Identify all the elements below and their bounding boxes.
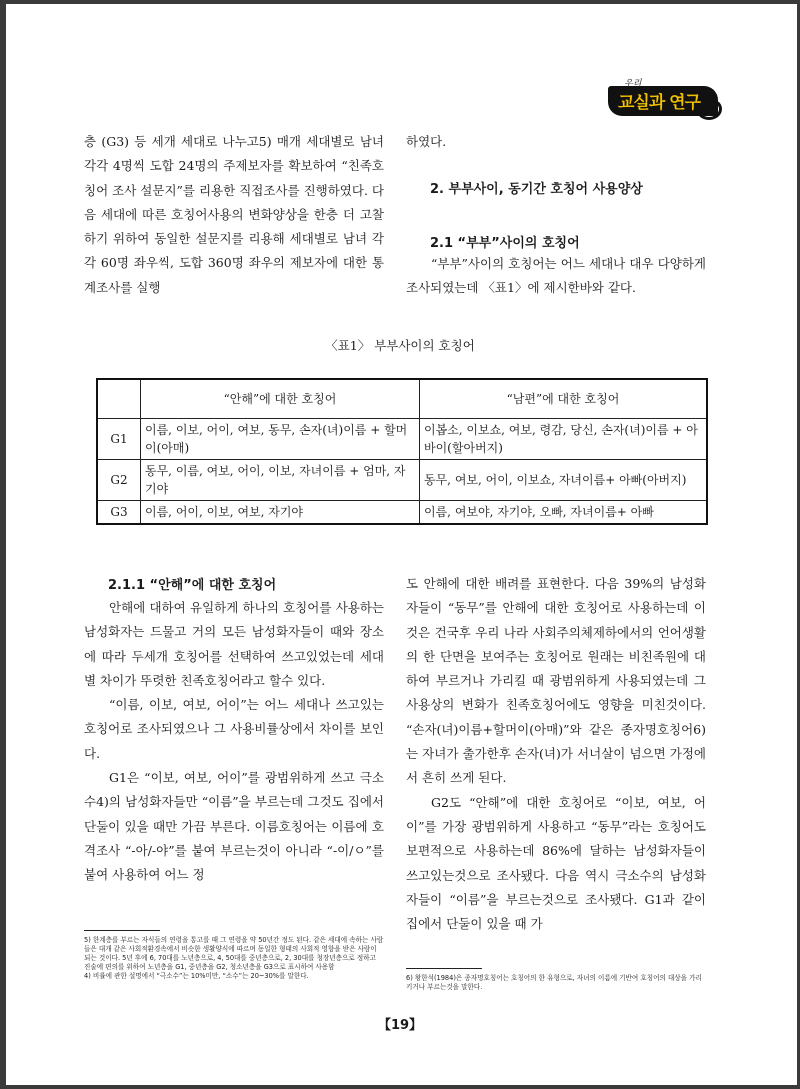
table-header-cell: “남편”에 대한 호칭어 <box>420 379 708 419</box>
table-cell-generation: G1 <box>97 419 141 460</box>
table-header-cell: “안해”에 대한 호칭어 <box>141 379 420 419</box>
table-header-cell <box>97 379 141 419</box>
spouse-terms-table <box>96 378 708 525</box>
paragraph: “부부”사이의 호칭어는 어느 세대나 대우 다양하게 조사되였는데 〈표1〉에 제시한바와 같다. <box>406 256 706 296</box>
table-row <box>97 419 707 460</box>
table-row <box>97 501 707 525</box>
paragraph: “이름, 이보, 여보, 어이”는 어느 세대나 쓰고있는 호칭어로 조사되였으나 그 사용비률상에서 차이를 보인다. <box>84 697 384 761</box>
footnote: 6) 왕한석(1984)은 종자명호칭어는 호칭어의 한 유형으로, 자녀의 이름에 기반여 호칭어의 대상을 가리키거나 부르는것을 말한다. <box>406 974 702 991</box>
table-caption: 〈표1〉 부부사이의 호칭어 <box>325 338 475 353</box>
footnote: 5) 한계층를 부르는 자식들의 연령을 통고를 때 그 연령을 약 50년간 정도 된다. 같은 세대에 속하는 사람들은 대개 같은 사회적환경속에서 비슷한 생활양식에 따르며 동일한 형태의 사회적 영향을 받은 사람이 되는 것이다. 5년 후에 6, 70대를 노년층으로, 4, 50대를 중년층으로, 2, 30대를 청장년층으로 정하고 진술에 편의를 위하여 노년층을 G1, 중년층을 G2, 청소년층을 G3으로 표시하여 사용함 <box>84 936 384 971</box>
right-column-top-body <box>406 252 706 301</box>
table-cell: 이름, 이보, 어이, 여보, 동무, 손자(녀)이름 + 할머이(아매) <box>141 419 420 460</box>
table-cell-generation: G3 <box>97 501 141 525</box>
subsection-heading: 2.1 “부부”사이의 호칭어 <box>430 236 580 251</box>
table-row <box>97 460 707 501</box>
journal-logo <box>604 76 722 120</box>
right-column-bottom <box>406 572 706 936</box>
footnote-rule-left <box>84 930 160 931</box>
table-cell: 이름, 어이, 이보, 여보, 자기야 <box>141 501 420 525</box>
table-cell: 이름, 여보야, 자기야, 오빠, 자녀이름+ 아빠 <box>420 501 708 525</box>
table-cell: 동무, 여보, 어이, 이보쇼, 자녀이름+ 아빠(아버지) <box>420 460 708 501</box>
paragraph: 도 안해에 대한 배려를 표현한다. 다음 39%의 남성화자들이 “동무”를 안해에 대한 호칭어로 사용하는데 이것은 건국후 우리 나라 사회주의체제하에서의 언어생활의 한 단면을 보여주는 호칭어로 원래는 비친족원에 대하여 부르거나 가리킬 때 광범위하게 사용되였는데 그 사용상의 변화가 친족호칭어에도 영향을 미친것이다. “손자(녀)이름+할머이(아매)”와 같은 종자명호칭어6)는 자녀가 출가한후 손자(녀)가 서너살이 넘으면 가정에서 흔히 쓰게 된다. <box>406 576 706 786</box>
logo-small-text: 우리 <box>624 79 642 89</box>
frame-top <box>0 0 800 4</box>
right-column-top <box>406 130 706 154</box>
footnotes-left <box>84 936 384 981</box>
left-column-bottom <box>84 596 384 888</box>
table-header-row <box>97 379 707 419</box>
paragraph: 안해에 대하여 유일하게 하나의 호칭어를 사용하는 남성화자는 드물고 거의 모든 남성화자들이 때와 장소에 따라 두세개 호칭어를 선택하여 쓰고있었는데 세대별 차이가 뚜렷한 친족호칭어라고 할수 있다. <box>84 600 384 688</box>
logo-text: 교실과 연구 <box>618 93 701 113</box>
paragraph: 층 (G3) 등 세개 세대로 나누고5) 매개 세대별로 남녀 각각 4명씩 도합 24명의 주제보자를 확보하여 “친족호칭어 조사 설문지”를 리용한 직접조사를 진행하였다. 다음 세대에 따른 호칭어사용의 변화양상을 한층 더 고찰하기 위하여 동일한 설문지를 리용해 세대별로 남녀 각각 60명 좌우씩, 도합 360명 좌우의 제보자에 대한 통계조사를 실행 <box>84 134 384 295</box>
table-cell-generation: G2 <box>97 460 141 501</box>
footnote: 4) 비률에 관한 설명에서 “극소수”는 10%미만, “소수”는 20~30%를 말한다. <box>84 972 309 980</box>
paragraph: 하였다. <box>406 134 447 149</box>
subsubsection-heading: 2.1.1 “안해”에 대한 호칭어 <box>108 578 277 593</box>
footnotes-right <box>406 974 706 992</box>
page-number: 【19】 <box>377 1018 423 1033</box>
section-heading: 2. 부부사이, 동기간 호칭어 사용양상 <box>430 182 643 197</box>
frame-bottom <box>0 1085 800 1089</box>
table-cell: 동무, 이름, 여보, 어이, 이보, 자녀이름 + 엄마, 자기야 <box>141 460 420 501</box>
footnote-rule-right <box>406 968 482 969</box>
left-column-top <box>84 130 384 300</box>
frame-left <box>0 0 6 1089</box>
paragraph: G2도 “안해”에 대한 호칭어로 “이보, 여보, 어이”를 가장 광범위하게 사용하고 “동무”라는 호칭어도 보편적으로 사용하는데 86%에 달하는 남성화자들이 쓰고있는것으로 조사됐다. 다음 역시 극소수의 남성화자들이 “이름”을 부르는것으로 조사됐다. G1과 같이 집에서 단둘이 있을 때 가 <box>406 794 706 932</box>
table-cell: 이봅소, 이보쇼, 여보, 령감, 당신, 손자(녀)이름 + 아바이(할아버지) <box>420 419 708 460</box>
paragraph: G1은 “이보, 여보, 어이”를 광범위하게 쓰고 극소수4)의 남성화자들만 “이름”을 부르는데 그것도 집에서 단둘이 있을 때만 가끔 부른다. 이름호칭어는 이름에 호격조사 “-아/-야”를 붙여 부르는것이 아니라 “-이/ㅇ”를 붙여 사용하여 어느 정 <box>84 770 384 883</box>
logo-swirl-icon <box>696 98 722 120</box>
